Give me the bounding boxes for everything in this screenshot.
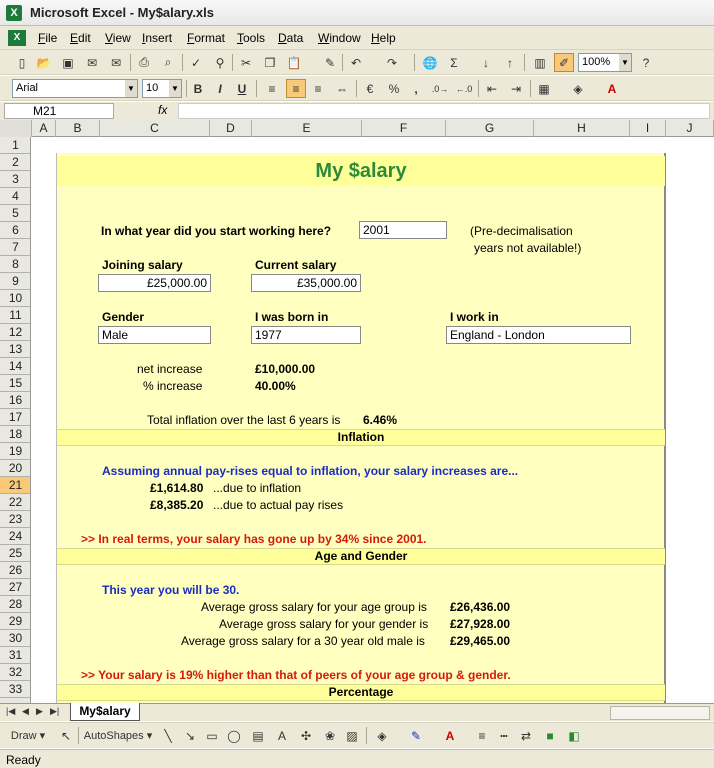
workbook-control-icon[interactable]: X bbox=[8, 30, 26, 46]
column-header-g[interactable]: G bbox=[446, 120, 534, 137]
joining-salary-input[interactable]: £25,000.00 bbox=[98, 274, 211, 292]
arrow-style-icon[interactable]: ⇄ bbox=[520, 728, 532, 743]
sort-descending-icon[interactable]: ↑ bbox=[507, 55, 513, 70]
status-bar bbox=[0, 749, 714, 768]
start-year-input[interactable]: 2001 bbox=[359, 221, 447, 239]
insert-function-icon[interactable]: fx bbox=[158, 103, 168, 117]
excel-app-icon: X bbox=[6, 5, 22, 21]
row-header-19[interactable]: 19 bbox=[0, 443, 31, 460]
row-header-7[interactable]: 7 bbox=[0, 239, 31, 256]
current-salary-label: Current salary bbox=[255, 258, 337, 272]
column-header-b[interactable]: B bbox=[56, 120, 100, 137]
increase-indent-icon[interactable]: ⇥ bbox=[510, 81, 522, 96]
row-header-10[interactable]: 10 bbox=[0, 290, 31, 307]
italic-button[interactable]: I bbox=[218, 81, 222, 96]
research-icon[interactable]: ⚲ bbox=[215, 55, 225, 70]
undo-icon[interactable]: ↶ bbox=[350, 55, 362, 70]
decrease-indent-icon[interactable]: ⇤ bbox=[486, 81, 498, 96]
menu-view[interactable]: View bbox=[105, 31, 131, 45]
pre-decimal-note: (Pre-decimalisation bbox=[470, 224, 573, 238]
draw-menu-button[interactable]: Draw ▾ bbox=[10, 729, 46, 742]
drawing-toggle-icon[interactable]: ✐ bbox=[554, 53, 574, 72]
gender-input[interactable]: Male bbox=[98, 326, 211, 344]
start-question: In what year did you start working here? bbox=[101, 224, 332, 238]
open-icon[interactable]: 📂 bbox=[36, 55, 52, 70]
joining-salary-label: Joining salary bbox=[102, 258, 183, 272]
sheet-tab-bar bbox=[0, 703, 714, 721]
autoshapes-button[interactable]: AutoShapes ▾ bbox=[83, 729, 153, 742]
work-input[interactable]: England - London bbox=[446, 326, 631, 344]
due-inflation-value: £1,614.80 bbox=[150, 481, 204, 495]
born-input[interactable]: 1977 bbox=[251, 326, 361, 344]
current-salary-input[interactable]: £35,000.00 bbox=[251, 274, 361, 292]
row-header-8[interactable]: 8 bbox=[0, 256, 31, 273]
avg-age-label: Average gross salary for your age group is bbox=[201, 600, 427, 614]
font-color-icon[interactable]: A bbox=[607, 81, 617, 96]
line-style-icon[interactable]: ≡ bbox=[478, 728, 486, 743]
rectangle-icon[interactable]: ▭ bbox=[206, 728, 218, 743]
decrease-decimal-icon[interactable]: ←.0 bbox=[455, 83, 473, 94]
menu-insert[interactable]: Insert bbox=[142, 31, 173, 45]
permission-icon[interactable]: ✉ bbox=[86, 55, 98, 70]
worksheet[interactable] bbox=[32, 137, 714, 703]
gender-label: Gender bbox=[102, 310, 145, 324]
salary-form bbox=[56, 153, 666, 703]
last-sheet-icon[interactable]: ▶| bbox=[50, 706, 60, 716]
cut-icon[interactable]: ✂ bbox=[240, 55, 252, 70]
new-icon[interactable]: ▯ bbox=[18, 55, 26, 70]
avg-gender-label: Average gross salary for your gender is bbox=[219, 617, 429, 631]
font-size-select[interactable]: 10 ▼ bbox=[142, 79, 182, 98]
due-actual-text: ...due to actual pay rises bbox=[213, 498, 344, 512]
status-text: Ready bbox=[6, 753, 41, 767]
avg-30-label: Average gross salary for a 30 year old male is bbox=[181, 634, 425, 648]
menu-help[interactable]: Help bbox=[371, 31, 396, 45]
email-icon[interactable]: ✉ bbox=[110, 55, 122, 70]
row-header-20[interactable]: 20 bbox=[0, 460, 31, 477]
menu-edit[interactable]: Edit bbox=[70, 31, 91, 45]
menu-tools[interactable]: Tools bbox=[237, 31, 266, 45]
net-increase-label: net increase bbox=[137, 362, 203, 376]
row-header-26[interactable]: 26 bbox=[0, 562, 31, 579]
row-header-29[interactable]: 29 bbox=[0, 613, 31, 630]
text-box-icon[interactable]: ▤ bbox=[252, 728, 264, 743]
row-header-24[interactable]: 24 bbox=[0, 528, 31, 545]
help-icon[interactable]: ? bbox=[642, 55, 650, 70]
row-header-11[interactable]: 11 bbox=[0, 307, 31, 324]
3d-style-icon[interactable]: ◧ bbox=[568, 728, 580, 743]
row-header-14[interactable]: 14 bbox=[0, 358, 31, 375]
row-header-17[interactable]: 17 bbox=[0, 409, 31, 426]
prev-sheet-icon[interactable]: ◀ bbox=[22, 706, 29, 716]
next-sheet-icon[interactable]: ▶ bbox=[36, 706, 43, 716]
pct-increase-label: % increase bbox=[143, 379, 203, 393]
assuming-text: Assuming annual pay-rises equal to inflation, your salary increases are... bbox=[102, 464, 519, 478]
picture-icon[interactable]: ▨ bbox=[346, 728, 358, 743]
column-headers bbox=[0, 120, 714, 137]
row-header-6[interactable]: 6 bbox=[0, 222, 31, 239]
row-header-27[interactable]: 27 bbox=[0, 579, 31, 596]
oval-icon[interactable]: ◯ bbox=[227, 728, 241, 743]
align-center-icon[interactable]: ≡ bbox=[286, 79, 306, 98]
menu-bar bbox=[0, 26, 714, 50]
redo-icon[interactable]: ↷ bbox=[386, 55, 398, 70]
column-header-c[interactable]: C bbox=[100, 120, 210, 137]
clip-art-icon[interactable]: ❀ bbox=[324, 728, 336, 743]
line-color-icon[interactable]: ✎ bbox=[410, 728, 422, 743]
avg-age-value: £26,436.00 bbox=[450, 600, 511, 614]
row-header-3[interactable]: 3 bbox=[0, 171, 31, 188]
real-terms-text: >> In real terms, your salary has gone up by 34% since 2001. bbox=[81, 532, 427, 546]
formula-bar bbox=[0, 102, 714, 120]
row-header-5[interactable]: 5 bbox=[0, 205, 31, 222]
column-header-d[interactable]: D bbox=[210, 120, 252, 137]
underline-button[interactable]: U bbox=[237, 81, 247, 96]
row-header-18[interactable]: 18 bbox=[0, 426, 31, 443]
save-icon[interactable]: ▣ bbox=[62, 55, 74, 70]
row-header-22[interactable]: 22 bbox=[0, 494, 31, 511]
select-objects-icon[interactable]: ↖ bbox=[60, 728, 72, 743]
avg-30-value: £29,465.00 bbox=[450, 634, 511, 648]
percent-button[interactable]: % bbox=[388, 81, 400, 96]
row-header-33[interactable]: 33 bbox=[0, 681, 31, 698]
pct-increase-value: 40.00% bbox=[255, 379, 296, 393]
column-header-f[interactable]: F bbox=[362, 120, 446, 137]
paste-icon[interactable]: 📋 bbox=[286, 55, 302, 70]
format-painter-icon[interactable]: ✎ bbox=[324, 55, 336, 70]
column-header-j[interactable]: J bbox=[666, 120, 714, 137]
row-header-23[interactable]: 23 bbox=[0, 511, 31, 528]
align-right-icon[interactable]: ≡ bbox=[314, 81, 322, 96]
borders-icon[interactable]: ▦ bbox=[538, 81, 550, 96]
comma-button[interactable]: , bbox=[414, 81, 418, 96]
column-header-i[interactable]: I bbox=[630, 120, 666, 137]
row-header-15[interactable]: 15 bbox=[0, 375, 31, 392]
column-header-h[interactable]: H bbox=[534, 120, 630, 137]
currency-icon[interactable]: € bbox=[366, 81, 374, 96]
row-header-25[interactable]: 25 bbox=[0, 545, 31, 562]
row-header-4[interactable]: 4 bbox=[0, 188, 31, 205]
row-header-21[interactable]: 21 bbox=[0, 477, 31, 494]
row-header-12[interactable]: 12 bbox=[0, 324, 31, 341]
avg-gender-value: £27,928.00 bbox=[450, 617, 511, 631]
row-header-32[interactable]: 32 bbox=[0, 664, 31, 681]
horizontal-scrollbar[interactable] bbox=[610, 706, 710, 720]
row-header-9[interactable]: 9 bbox=[0, 273, 31, 290]
formula-input[interactable] bbox=[178, 103, 710, 119]
row-headers bbox=[0, 137, 31, 703]
shadow-style-icon[interactable]: ■ bbox=[546, 728, 554, 743]
draw-menu-label: Draw bbox=[10, 729, 37, 742]
age-text: This year you will be 30. bbox=[102, 583, 240, 597]
pre-decimal-note-2: years not available!) bbox=[474, 241, 582, 255]
increase-decimal-icon[interactable]: .0→ bbox=[431, 83, 449, 94]
inflation-value: 6.46% bbox=[363, 413, 398, 427]
born-label: I was born in bbox=[255, 310, 329, 324]
menu-data[interactable]: Data bbox=[278, 31, 304, 45]
dash-style-icon[interactable]: ┅ bbox=[500, 728, 508, 743]
standard-toolbar bbox=[0, 50, 714, 75]
work-label: I work in bbox=[450, 310, 499, 324]
copy-icon[interactable]: ❐ bbox=[264, 55, 276, 70]
net-increase-value: £10,000.00 bbox=[255, 362, 316, 376]
title-bar bbox=[0, 0, 714, 26]
fill-color-icon[interactable]: ◈ bbox=[573, 81, 583, 96]
name-box[interactable]: M21 bbox=[4, 103, 114, 119]
column-header-a[interactable]: A bbox=[32, 120, 56, 137]
print-preview-icon[interactable]: ⌕ bbox=[164, 55, 172, 69]
select-all-corner[interactable] bbox=[0, 120, 32, 137]
peers-text: >> Your salary is 19% higher than that of peers of your age group & gender. bbox=[81, 668, 511, 682]
column-header-e[interactable]: E bbox=[252, 120, 362, 137]
arrow-icon[interactable]: ↘ bbox=[184, 728, 196, 743]
zoom-select[interactable]: 100% ▼ bbox=[578, 53, 632, 72]
autoshapes-label: AutoShapes bbox=[83, 729, 144, 742]
row-header-28[interactable]: 28 bbox=[0, 596, 31, 613]
row-header-2[interactable]: 2 bbox=[0, 154, 31, 171]
bold-button[interactable]: B bbox=[193, 81, 203, 96]
inflation-header: Inflation bbox=[57, 429, 665, 446]
hyperlink-icon[interactable]: 🌐 bbox=[422, 55, 438, 70]
font-color-draw-icon[interactable]: A bbox=[445, 728, 455, 743]
row-header-13[interactable]: 13 bbox=[0, 341, 31, 358]
menu-format[interactable]: Format bbox=[187, 31, 226, 45]
window-title: Microsoft Excel - My$alary.xls bbox=[30, 5, 215, 20]
inflation-text: Total inflation over the last 6 years is bbox=[147, 413, 341, 427]
fill-color-draw-icon[interactable]: ◈ bbox=[377, 728, 387, 743]
due-actual-value: £8,385.20 bbox=[150, 498, 204, 512]
menu-window[interactable]: Window bbox=[318, 31, 361, 45]
tab-mysalary[interactable]: My$alary bbox=[70, 703, 140, 721]
first-sheet-icon[interactable]: |◀ bbox=[6, 706, 16, 716]
age-gender-header: Age and Gender bbox=[57, 548, 665, 565]
percentage-header: Percentage bbox=[57, 684, 665, 701]
menu-file[interactable]: File bbox=[38, 31, 58, 45]
due-inflation-text: ...due to inflation bbox=[213, 481, 302, 495]
spelling-icon[interactable]: ✓ bbox=[190, 55, 202, 70]
drawing-toolbar bbox=[0, 722, 714, 748]
print-icon[interactable]: ⎙ bbox=[139, 55, 149, 69]
sort-ascending-icon[interactable]: ↓ bbox=[483, 55, 489, 70]
font-name-select[interactable]: Arial ▼ bbox=[12, 79, 138, 98]
merge-center-icon[interactable]: ⇔ bbox=[336, 81, 348, 96]
row-header-1[interactable]: 1 bbox=[0, 137, 31, 154]
row-header-31[interactable]: 31 bbox=[0, 647, 31, 664]
wordart-icon[interactable]: A bbox=[277, 728, 286, 743]
row-header-16[interactable]: 16 bbox=[0, 392, 31, 409]
chart-wizard-icon[interactable]: ▥ bbox=[534, 55, 546, 70]
formatting-toolbar bbox=[0, 76, 714, 101]
autosum-icon[interactable]: Σ bbox=[450, 55, 458, 70]
align-left-icon[interactable]: ≡ bbox=[268, 81, 276, 96]
sheet-title: My $alary bbox=[57, 156, 665, 186]
row-header-30[interactable]: 30 bbox=[0, 630, 31, 647]
diagram-icon[interactable]: ✣ bbox=[300, 728, 312, 743]
line-icon[interactable]: ╲ bbox=[164, 728, 172, 743]
